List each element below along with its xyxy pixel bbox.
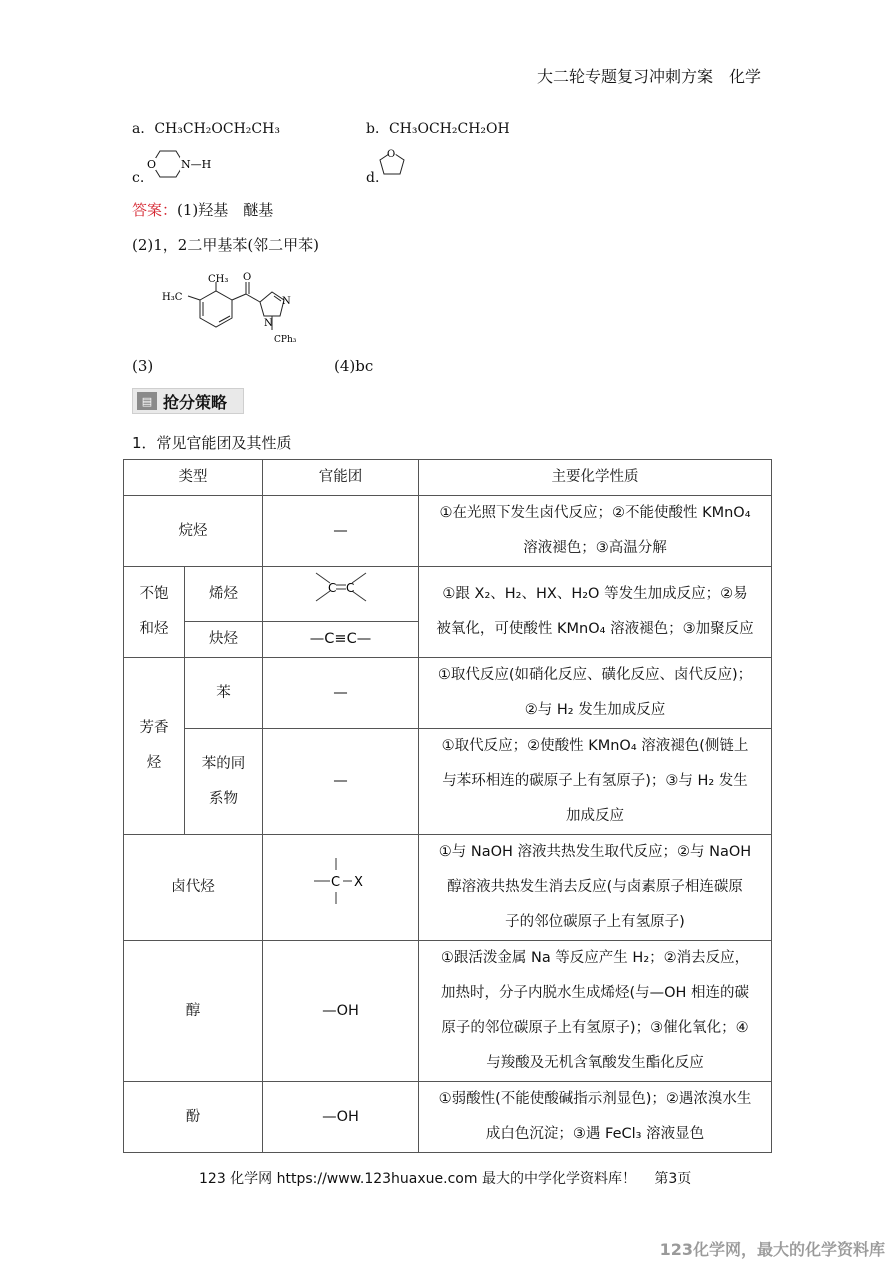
morpholine-nh: N—H — [181, 158, 212, 171]
alkene-group-icon — [306, 567, 376, 607]
label-cph3: CPh₃ — [274, 335, 297, 345]
group-alkane: — — [263, 496, 419, 567]
watermark: 123化学网，最大的化学资料库 — [659, 1240, 885, 1259]
header-props: 主要化学性质 — [419, 460, 772, 496]
type-alcohol: 醇 — [124, 941, 263, 1082]
type-phenol: 酚 — [124, 1082, 263, 1153]
label-n2: N — [264, 318, 273, 329]
option-d-label: d. — [366, 170, 380, 186]
table-header-row — [124, 460, 772, 496]
group-homolog: — — [263, 729, 419, 835]
label-h3c: H₃C — [162, 292, 183, 303]
group-alcohol: —OH — [263, 941, 419, 1082]
type-alkane: 烷烃 — [124, 496, 263, 567]
page-header: 大二轮专题复习冲刺方案 化学 — [536, 67, 761, 86]
group-benzene: — — [263, 658, 419, 729]
table-row — [124, 496, 772, 567]
table-row — [124, 567, 772, 622]
type-aromatic: 芳香 烃 — [124, 658, 185, 835]
group-halide — [263, 835, 419, 941]
props-unsaturated: ①跟 X₂、H₂、HX、H₂O 等发生加成反应；②易 被氧化，可使酸性 KMnO₄ 溶液褪色；③加聚反应 — [419, 567, 772, 658]
answer-part2: (2)1，2二甲基苯(邻二甲苯) — [132, 236, 320, 254]
props-homolog: ①取代反应；②使酸性 KMnO₄ 溶液褪色(侧链上 与苯环相连的碳原子上有氢原子)；③与 H₂ 发生 加成反应 — [419, 729, 772, 835]
morpholine-structure — [140, 144, 220, 184]
heading-functional-groups: 1．常见官能团及其性质 — [132, 434, 292, 452]
answer-label: 答案： — [132, 201, 178, 219]
svg-text:X: X — [353, 874, 363, 890]
type-homolog: 苯的同 系物 — [185, 729, 263, 835]
props-alkane: ①在光照下发生卤代反应；②不能使酸性 KMnO₄ 溶液褪色；③高温分解 — [419, 496, 772, 567]
functional-group-table — [123, 459, 772, 1153]
group-alkene — [263, 567, 419, 622]
table-row — [124, 835, 772, 941]
group-phenol: —OH — [263, 1082, 419, 1153]
table-row — [124, 658, 772, 729]
props-benzene: ①取代反应(如硝化反应、磺化反应、卤代反应)； ②与 H₂ 发生加成反应 — [419, 658, 772, 729]
type-alkene: 烯烃 — [185, 567, 263, 622]
halide-group-icon — [306, 856, 376, 906]
answer-line-1 — [132, 199, 273, 220]
label-o: O — [243, 272, 252, 283]
type-alkyne: 炔烃 — [185, 622, 263, 658]
thf-structure — [374, 146, 414, 184]
label-n1: N — [282, 296, 291, 307]
table-row — [124, 1082, 772, 1153]
book-icon: ▤ — [137, 392, 157, 410]
table-row — [124, 729, 772, 835]
svg-text:C: C — [345, 581, 354, 595]
label-ch3-top: CH₃ — [208, 274, 229, 285]
table-row — [124, 941, 772, 1082]
morpholine-o: O — [147, 158, 157, 171]
section-badge — [132, 388, 244, 414]
thf-o: O — [387, 149, 396, 160]
type-benzene: 苯 — [185, 658, 263, 729]
props-phenol: ①弱酸性(不能使酸碱指示剂显色)；②遇浓溴水生 成白色沉淀；③遇 FeCl₃ 溶液显色 — [419, 1082, 772, 1153]
header-group: 官能团 — [263, 460, 419, 496]
header-type: 类型 — [124, 460, 263, 496]
answer-part4: (4)bc — [334, 357, 374, 375]
option-b: b．CH₃OCH₂CH₂OH — [366, 121, 510, 137]
answer-3-structure — [160, 270, 330, 362]
props-alcohol: ①跟活泼金属 Na 等反应产生 H₂；②消去反应， 加热时，分子内脱水生成烯烃(与—OH 相连的碳 原子的邻位碳原子上有氢原子)；③催化氧化；④ 与羧酸及无机含氧酸发生酯化反应 — [419, 941, 772, 1082]
answer-part1: (1)羟基 醚基 — [177, 201, 274, 219]
svg-text:C: C — [330, 874, 340, 890]
option-a: a．CH₃CH₂OCH₂CH₃ — [132, 121, 280, 137]
type-unsaturated: 不饱 和烃 — [124, 567, 185, 658]
option-c-label: c. — [132, 170, 145, 186]
group-alkyne: —C≡C— — [263, 622, 419, 658]
props-halide: ①与 NaOH 溶液共热发生取代反应；②与 NaOH 醇溶液共热发生消去反应(与卤素原子相连碳原 子的邻位碳原子上有氢原子) — [419, 835, 772, 941]
svg-text:C: C — [327, 581, 336, 595]
section-title: 抢分策略 — [163, 392, 228, 412]
type-halide: 卤代烃 — [124, 835, 263, 941]
page-footer: 123 化学网 https://www.123huaxue.com 最大的中学化学资料库！ 第3页 — [199, 1171, 692, 1187]
answer-part3: (3) — [132, 357, 154, 375]
